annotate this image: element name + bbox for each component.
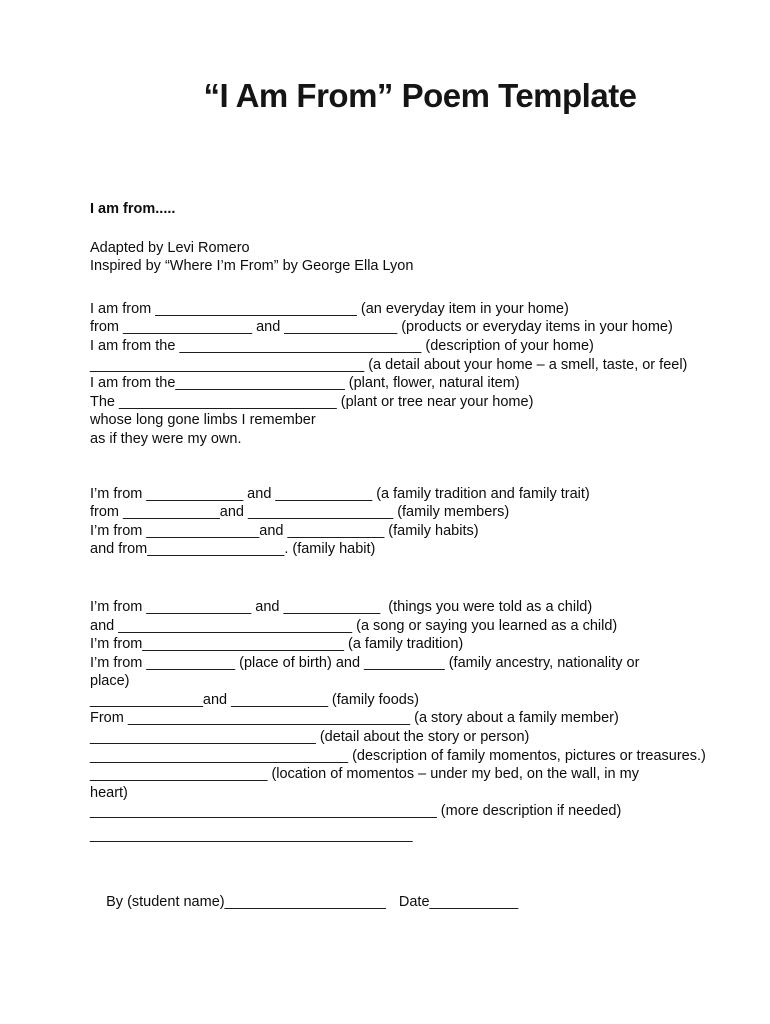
date-line: Date___________ bbox=[398, 894, 519, 911]
poem-line: and _____________________________ (a song or saying you learned as a child) bbox=[90, 617, 618, 634]
signature-row bbox=[90, 875, 750, 931]
poem-line: I’m from ___________ (place of birth) and __________ (family ancestry, nationality or bbox=[90, 654, 640, 671]
poem-line: I’m from _____________ and ____________ (things you were told as a child) bbox=[90, 598, 593, 615]
poem-line: __________________________________ (a detail about your home – a smell, taste, or feel) bbox=[90, 356, 688, 373]
poem-line: and from_________________. (family habit) bbox=[90, 541, 376, 558]
poem-line: I’m from ______________and ____________ (family habits) bbox=[90, 522, 479, 539]
poem-line: I am from _________________________ (an everyday item in your home) bbox=[90, 300, 569, 317]
poem-line: from ________________ and ______________ (products or everyday items in your home) bbox=[90, 319, 673, 336]
poem-line: I’m from ____________ and ____________ (a family tradition and family trait) bbox=[90, 485, 590, 502]
poem-line: I am from the ______________________________ (description of your home) bbox=[90, 337, 594, 354]
poem-line: as if they were my own. bbox=[90, 430, 242, 447]
poem-heading: I am from..... bbox=[90, 201, 176, 217]
poem-line: The ___________________________ (plant or tree near your home) bbox=[90, 393, 534, 410]
poem-line: from ____________and __________________ (family members) bbox=[90, 504, 510, 521]
poem-line: ___________________________________________ (more description if needed) bbox=[90, 803, 622, 820]
poem-line: ________________________________ (description of family momentos, pictures or treasures.) bbox=[90, 747, 706, 764]
poem-line: I’m from_________________________ (a family tradition) bbox=[90, 636, 464, 653]
byline-block bbox=[90, 239, 750, 276]
byline-adapted: Adapted by Levi Romero bbox=[90, 239, 250, 256]
poem-line: heart) bbox=[90, 784, 128, 801]
stanza-family-stories bbox=[90, 598, 750, 821]
blank-write-in-line: ________________________________________ bbox=[90, 827, 413, 844]
stanza-home bbox=[90, 300, 750, 449]
poem-line: ____________________________ (detail about the story or person) bbox=[90, 729, 530, 746]
poem-line: place) bbox=[90, 673, 130, 690]
poem-line: From ___________________________________ (a story about a family member) bbox=[90, 710, 619, 727]
poem-line: ______________and ____________ (family foods) bbox=[90, 691, 419, 708]
poem-line: whose long gone limbs I remember bbox=[90, 412, 316, 429]
poem-line: ______________________ (location of momentos – under my bed, on the wall, in my bbox=[90, 766, 639, 783]
page-title: “I Am From” Poem Template bbox=[203, 77, 637, 114]
poem-line: I am from the_____________________ (plant, flower, natural item) bbox=[90, 375, 520, 392]
stanza-family-traditions bbox=[90, 485, 750, 559]
byline-inspired: Inspired by “Where I’m From” by George Ella Lyon bbox=[90, 258, 414, 275]
student-name-line: By (student name)____________________ bbox=[106, 894, 386, 911]
